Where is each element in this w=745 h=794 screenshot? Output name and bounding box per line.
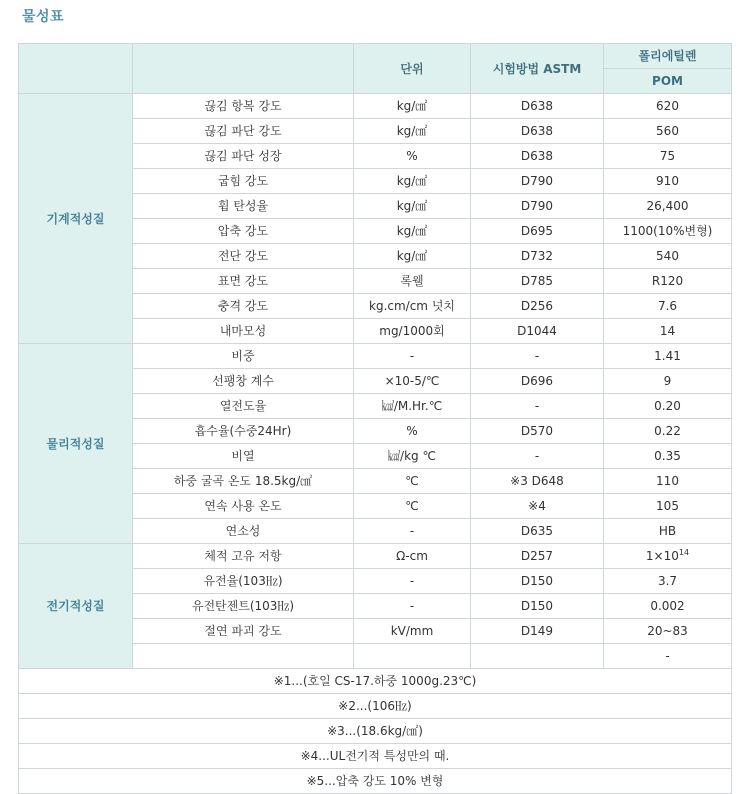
unit-cell: kV/mm	[354, 619, 471, 644]
value-cell: 620	[604, 94, 732, 119]
method-cell: D257	[471, 544, 604, 569]
value-cell: 0.20	[604, 394, 732, 419]
method-cell: D1044	[471, 319, 604, 344]
header-row	[19, 44, 732, 69]
method-cell: D785	[471, 269, 604, 294]
property-cell: 비중	[133, 344, 354, 369]
value-cell: 9	[604, 369, 732, 394]
property-cell: 유전율(103㎐)	[133, 569, 354, 594]
unit-cell: ㎉/M.Hr.℃	[354, 394, 471, 419]
value-cell: 75	[604, 144, 732, 169]
value-cell: 1100(10%변형)	[604, 219, 732, 244]
unit-cell: kg/㎠	[354, 194, 471, 219]
method-cell: D790	[471, 169, 604, 194]
group-label: 기계적성질	[19, 94, 133, 344]
property-cell: 내마모성	[133, 319, 354, 344]
header-material: 폴리에틸렌	[604, 44, 732, 69]
page-title: 물성표	[22, 9, 65, 25]
method-cell: D638	[471, 94, 604, 119]
property-cell	[133, 644, 354, 669]
value-cell: 26,400	[604, 194, 732, 219]
property-cell: 열전도율	[133, 394, 354, 419]
unit-cell: -	[354, 569, 471, 594]
method-cell: D149	[471, 619, 604, 644]
method-cell: ※3 D648	[471, 469, 604, 494]
property-cell: 충격 강도	[133, 294, 354, 319]
note-row	[19, 694, 732, 719]
unit-cell: kg/㎠	[354, 219, 471, 244]
property-cell: 체적 고유 저항	[133, 544, 354, 569]
unit-cell: -	[354, 594, 471, 619]
table-row	[19, 94, 732, 119]
footnote: ※4...UL전기적 특성만의 때.	[19, 744, 732, 769]
properties-table	[18, 43, 732, 794]
property-cell: 표면 강도	[133, 269, 354, 294]
group-label: 전기적성질	[19, 544, 133, 669]
method-cell: -	[471, 394, 604, 419]
method-cell: ※4	[471, 494, 604, 519]
property-cell: 하중 굴곡 온도 18.5kg/㎠	[133, 469, 354, 494]
unit-cell: Ω-cm	[354, 544, 471, 569]
value-cell: -	[604, 644, 732, 669]
unit-cell: mg/1000회	[354, 319, 471, 344]
property-cell: 압축 강도	[133, 219, 354, 244]
unit-cell: kg/㎠	[354, 119, 471, 144]
value-cell: 20~83	[604, 619, 732, 644]
unit-cell: kg.cm/cm 넛치	[354, 294, 471, 319]
value-cell: 14	[604, 319, 732, 344]
method-cell: D732	[471, 244, 604, 269]
footnote: ※1...(호일 CS-17.하중 1000g.23℃)	[19, 669, 732, 694]
footnote: ※3...(18.6kg/㎠)	[19, 719, 732, 744]
unit-cell: -	[354, 519, 471, 544]
value-cell: 910	[604, 169, 732, 194]
note-row	[19, 719, 732, 744]
note-row	[19, 769, 732, 794]
property-cell: 연속 사용 온도	[133, 494, 354, 519]
value-base: 1×10	[645, 549, 679, 563]
value-cell: 7.6	[604, 294, 732, 319]
table-row	[19, 344, 732, 369]
header-grade: POM	[604, 69, 732, 94]
property-cell: 비열	[133, 444, 354, 469]
unit-cell: 록웰	[354, 269, 471, 294]
property-cell: 굽힘 강도	[133, 169, 354, 194]
value-cell: 3.7	[604, 569, 732, 594]
method-cell: D638	[471, 119, 604, 144]
footnote: ※2...(106㎐)	[19, 694, 732, 719]
header-category-cell	[19, 44, 133, 94]
property-cell: 선팽창 계수	[133, 369, 354, 394]
method-cell	[471, 644, 604, 669]
value-exponent: 14	[678, 548, 690, 557]
unit-cell: %	[354, 419, 471, 444]
note-row	[19, 669, 732, 694]
method-cell: D790	[471, 194, 604, 219]
value-cell	[604, 544, 732, 569]
method-cell: D570	[471, 419, 604, 444]
method-cell: D256	[471, 294, 604, 319]
method-cell: -	[471, 344, 604, 369]
method-cell: D150	[471, 569, 604, 594]
unit-cell: %	[354, 144, 471, 169]
unit-cell: kg/㎠	[354, 94, 471, 119]
property-cell: 끊김 항복 강도	[133, 94, 354, 119]
method-cell: -	[471, 444, 604, 469]
value-cell: 0.002	[604, 594, 732, 619]
header-unit: 단위	[354, 44, 471, 94]
unit-cell: ㎉/kg ℃	[354, 444, 471, 469]
table-row	[19, 544, 732, 569]
value-cell: 110	[604, 469, 732, 494]
unit-cell	[354, 644, 471, 669]
value-cell: 0.22	[604, 419, 732, 444]
unit-cell: kg/㎠	[354, 169, 471, 194]
value-cell: 0.35	[604, 444, 732, 469]
method-cell: D635	[471, 519, 604, 544]
value-cell: R120	[604, 269, 732, 294]
value-cell: 560	[604, 119, 732, 144]
footnote: ※5...압축 강도 10% 변형	[19, 769, 732, 794]
property-cell: 절연 파괴 강도	[133, 619, 354, 644]
unit-cell: ℃	[354, 469, 471, 494]
value-cell: 540	[604, 244, 732, 269]
method-cell: D150	[471, 594, 604, 619]
property-cell: 휨 탄성율	[133, 194, 354, 219]
group-label: 물리적성질	[19, 344, 133, 544]
note-row	[19, 744, 732, 769]
unit-cell: ℃	[354, 494, 471, 519]
property-cell: 끊김 파단 성장	[133, 144, 354, 169]
header-method: 시험방법 ASTM	[471, 44, 604, 94]
property-cell: 연소성	[133, 519, 354, 544]
unit-cell: -	[354, 344, 471, 369]
property-cell: 유전탄젠트(103㎐)	[133, 594, 354, 619]
method-cell: D696	[471, 369, 604, 394]
value-cell: HB	[604, 519, 732, 544]
unit-cell: kg/㎠	[354, 244, 471, 269]
value-cell: 105	[604, 494, 732, 519]
header-property-cell	[133, 44, 354, 94]
unit-cell: ×10-5/℃	[354, 369, 471, 394]
property-cell: 흡수율(수중24Hr)	[133, 419, 354, 444]
method-cell: D638	[471, 144, 604, 169]
method-cell: D695	[471, 219, 604, 244]
property-cell: 전단 강도	[133, 244, 354, 269]
value-cell: 1.41	[604, 344, 732, 369]
property-cell: 끊김 파단 강도	[133, 119, 354, 144]
